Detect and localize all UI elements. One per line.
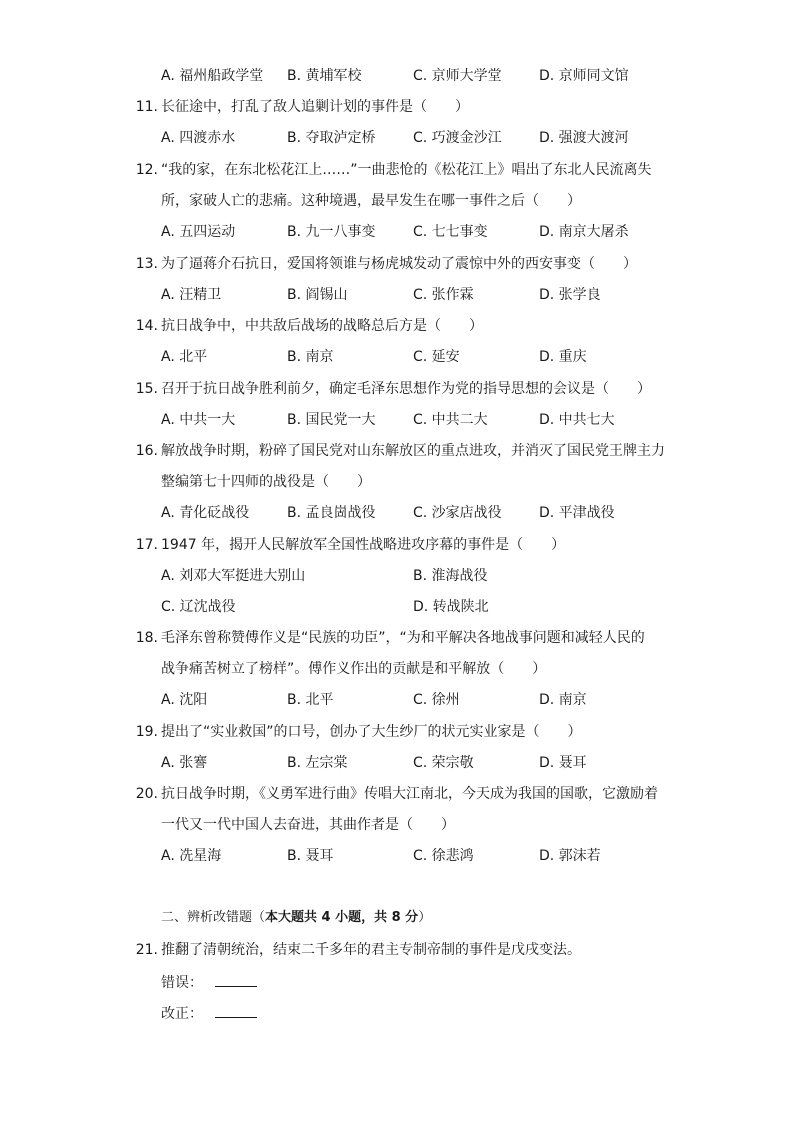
option-d: D. 郭沫若 [539,848,601,864]
fix-blank[interactable] [215,1003,257,1018]
option-c: C. 沙家店战役 [413,505,502,521]
question-text: 提出了“实业救国”的口号，创办了大生纱厂的状元实业家是（ ） [161,724,582,740]
option-b: B. 聂耳 [287,848,334,864]
option-a: A. 五四运动 [161,224,236,240]
question-number: 11. [135,99,158,115]
option-d: D. 转战陕北 [413,599,489,615]
question-text: 召开于抗日战争胜利前夕，确定毛泽东思想作为党的指导思想的会议是（ ） [161,381,651,397]
option-d: D. 强渡大渡河 [539,130,629,146]
option-a: A. 福州船政学堂 [161,68,264,84]
question-number: 13. [135,256,158,272]
option-a: A. 青化砭战役 [161,505,250,521]
option-c: C. 延安 [413,349,460,365]
option-c: C. 七七事变 [413,224,488,240]
option-b: B. 淮海战役 [413,568,488,584]
section-heading-suffix: ） [418,910,432,925]
option-c: C. 张作霖 [413,287,474,303]
question-text: 战争痛苦树立了榜样”。傅作义作出的贡献是和平解放（ ） [161,661,547,677]
option-d: D. 聂耳 [539,755,587,771]
option-a: A. 四渡赤水 [161,130,236,146]
option-b: B. 夺取泸定桥 [287,130,376,146]
option-c: C. 中共二大 [413,412,488,428]
question-text: 解放战争时期，粉碎了国民党对山东解放区的重点进攻，并消灭了国民党王牌主力 [161,443,665,459]
option-a: A. 汪精卫 [161,287,222,303]
question-text: 1947 年，揭开人民解放军全国性战略进攻序幕的事件是（ ） [161,537,566,553]
option-b: B. 北平 [287,692,334,708]
option-a: A. 沈阳 [161,692,208,708]
option-d: D. 南京大屠杀 [539,224,629,240]
question-number: 16. [135,443,158,459]
question-text: 一代又一代中国人去奋进，其曲作者是（ ） [161,817,455,833]
fix-label: 改正： [161,1006,203,1022]
option-d: D. 南京 [539,692,587,708]
option-b: B. 黄埔军校 [287,68,362,84]
option-a: A. 张謇 [161,755,208,771]
option-d: D. 中共七大 [539,412,615,428]
option-b: B. 左宗棠 [287,755,348,771]
question-text: 毛泽东曾称赞傅作义是“民族的功臣”，“为和平解决各地战事问题和减轻人民的 [161,630,645,646]
question-number: 20. [135,786,158,802]
question-number: 14. [135,318,158,334]
question-text: 所，家破人亡的悲痛。这种境遇，最早发生在哪一事件之后（ ） [161,193,581,209]
option-c: C. 辽沈战役 [161,599,236,615]
question-text: 抗日战争时期，《义勇军进行曲》传唱大江南北，今天成为我国的国歌，它激励着 [161,786,658,802]
option-a: A. 冼星海 [161,848,222,864]
question-text: 为了逼蒋介石抗日，爱国将领谁与杨虎城发动了震惊中外的西安事变（ ） [161,256,637,272]
option-b: B. 孟良崮战役 [287,505,376,521]
option-a: A. 刘邓大军挺进大别山 [161,568,306,584]
option-c: C. 荣宗敬 [413,755,474,771]
error-blank[interactable] [215,972,257,987]
option-c: C. 徐悲鸿 [413,848,474,864]
option-c: C. 京师大学堂 [413,68,502,84]
question-text: “我的家，在东北松花江上……”一曲悲怆的《松花江上》唱出了东北人民流离失 [161,162,652,178]
option-c: C. 徐州 [413,692,460,708]
option-a: A. 北平 [161,349,208,365]
error-answer-line [161,972,257,993]
question-text: 长征途中，打乱了敌人追剿计划的事件是（ ） [161,99,469,115]
question-number: 12. [135,162,158,178]
question-number: 18. [135,630,158,646]
section-heading [161,908,431,928]
option-b: B. 南京 [287,349,334,365]
option-c: C. 巧渡金沙江 [413,130,502,146]
option-d: D. 张学良 [539,287,601,303]
option-d: D. 重庆 [539,349,587,365]
question-number: 17. [135,537,158,553]
option-d: D. 京师同文馆 [539,68,629,84]
option-b: B. 阎锡山 [287,287,348,303]
section-heading-bold: 本大题共 4 小题，共 8 分 [265,910,419,925]
question-number: 19. [135,724,158,740]
option-b: B. 国民党一大 [287,412,376,428]
question-number: 21. [135,942,158,958]
question-text: 整编第七十四师的战役是（ ） [161,474,371,490]
error-label: 错误： [161,975,203,991]
option-a: A. 中共一大 [161,412,236,428]
question-text: 推翻了清朝统治，结束二千多年的君主专制帝制的事件是戊戌变法。 [161,942,581,958]
option-b: B. 九一八事变 [287,224,376,240]
fix-answer-line [161,1003,257,1024]
option-d: D. 平津战役 [539,505,615,521]
question-text: 抗日战争中，中共敌后战场的战略总后方是（ ） [161,318,483,334]
section-heading-prefix: 二、辨析改错题（ [161,910,266,925]
question-number: 15. [135,381,158,397]
